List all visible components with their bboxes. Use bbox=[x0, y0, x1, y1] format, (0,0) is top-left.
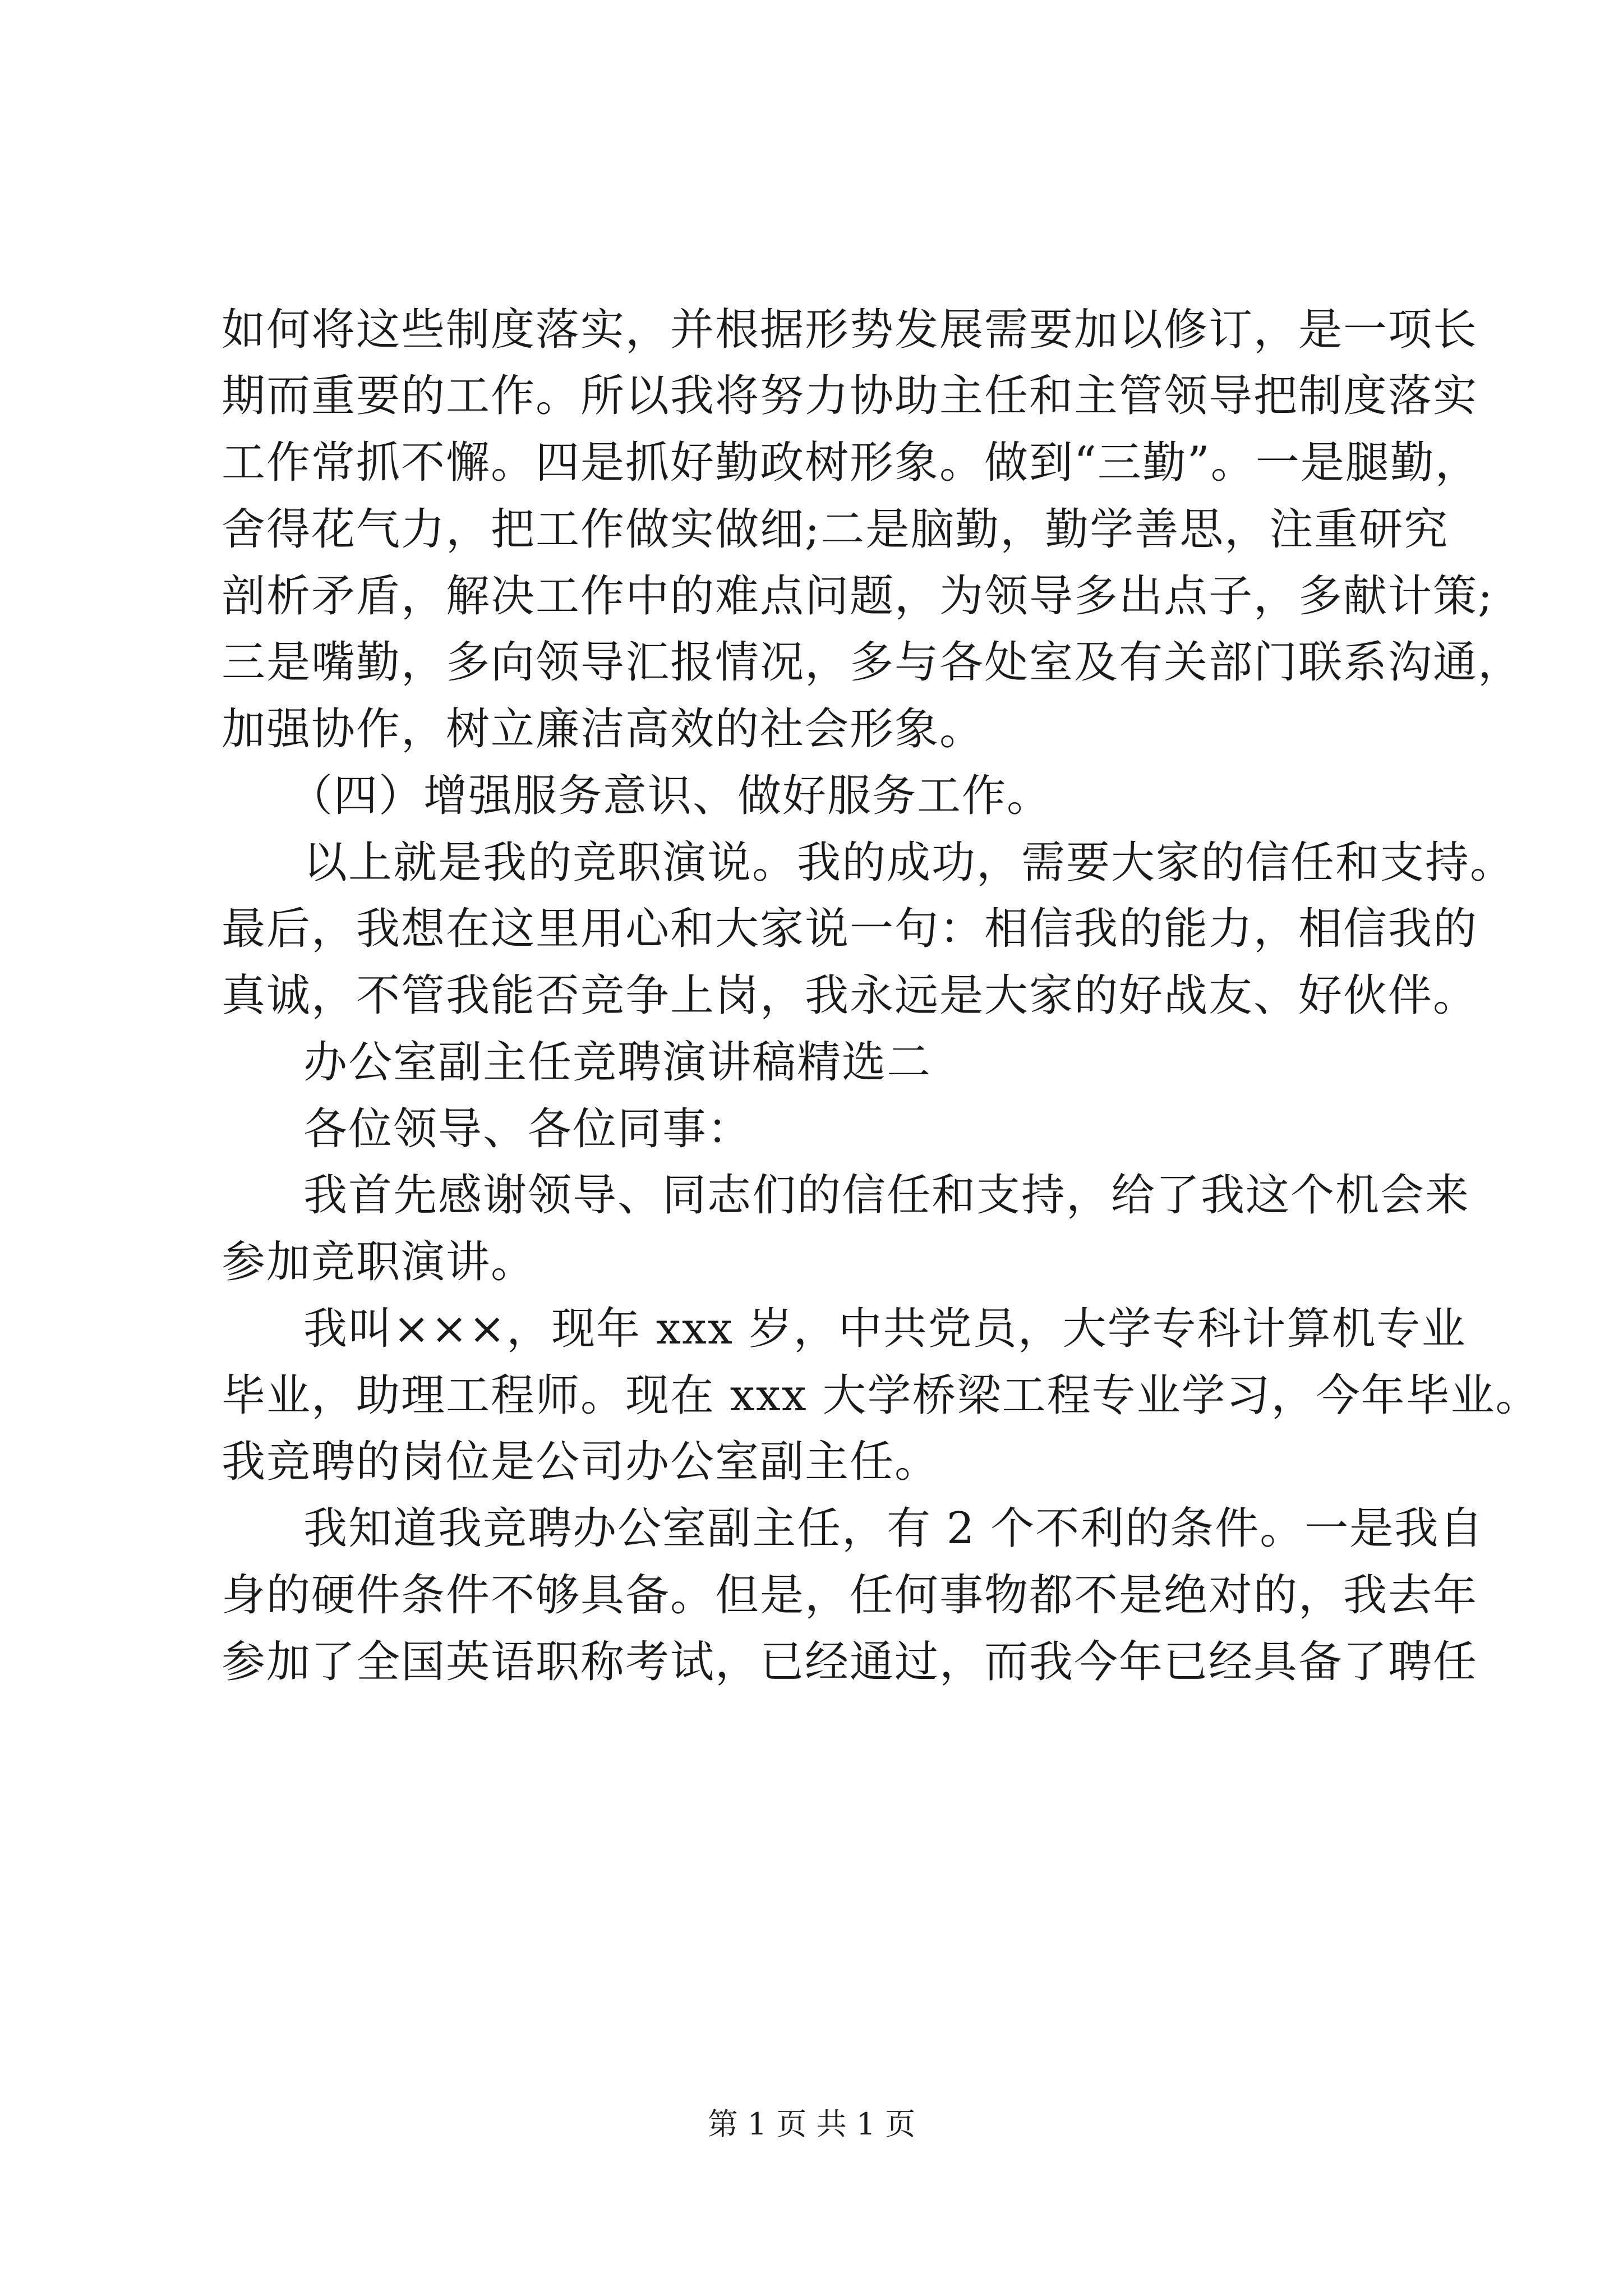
text-line: 期而重要的工作。所以我将努力协助主任和主管领导把制度落实 bbox=[222, 371, 1478, 421]
text-line: 我首先感谢领导、同志们的信任和支持，给了我这个机会来 bbox=[303, 1170, 1470, 1221]
text-line: 我知道我竞聘办公室副主任，有 2 个不利的条件。一是我自 bbox=[303, 1503, 1484, 1554]
text-line: 如何将这些制度落实，并根据形势发展需要加以修订，是一项长 bbox=[222, 305, 1478, 355]
text-line: 剖析矛盾，解决工作中的难点问题，为领导多出点子，多献计策; bbox=[222, 571, 1494, 622]
text-line: 舍得花气力，把工作做实做细;二是脑勤，勤学善思，注重研究 bbox=[222, 504, 1449, 555]
text-line: 三是嘴勤，多向领导汇报情况，多与各处室及有关部门联系沟通， bbox=[222, 637, 1523, 688]
section-heading: （四）增强服务意识、做好服务工作。 bbox=[289, 771, 1052, 821]
text-line: 参加竞职演讲。 bbox=[222, 1237, 536, 1287]
text-line: 工作常抓不懈。四是抓好勤政树形象。做到“三勤”。一是腿勤， bbox=[222, 438, 1480, 488]
text-line: 参加了全国英语职称考试，已经通过，而我今年已经具备了聘任 bbox=[222, 1637, 1478, 1687]
text-line: 毕业，助理工程师。现在 xxx 大学桥梁工程专业学习，今年毕业。 bbox=[222, 1370, 1541, 1421]
text-line: 真诚，不管我能否竞争上岗，我永远是大家的好战友、好伙伴。 bbox=[222, 970, 1478, 1021]
text-line: 我叫×××，现年 xxx 岁，中共党员，大学专科计算机专业 bbox=[303, 1304, 1467, 1354]
text-line: 最后，我想在这里用心和大家说一句：相信我的能力，相信我的 bbox=[222, 904, 1478, 954]
text-line: 加强协作，树立廉洁高效的社会形象。 bbox=[222, 704, 985, 754]
section-title: 办公室副主任竞聘演讲稿精选二 bbox=[303, 1037, 932, 1088]
text-line: 以上就是我的竞职演说。我的成功，需要大家的信任和支持。 bbox=[303, 838, 1515, 888]
text-line: 身的硬件条件不够具备。但是，任何事物都不是绝对的，我去年 bbox=[222, 1570, 1478, 1621]
text-line: 我竞聘的岗位是公司办公室副主任。 bbox=[222, 1437, 940, 1487]
page-number-footer: 第 1 页 共 1 页 bbox=[707, 2106, 916, 2142]
salutation: 各位领导、各位同事： bbox=[303, 1104, 753, 1154]
